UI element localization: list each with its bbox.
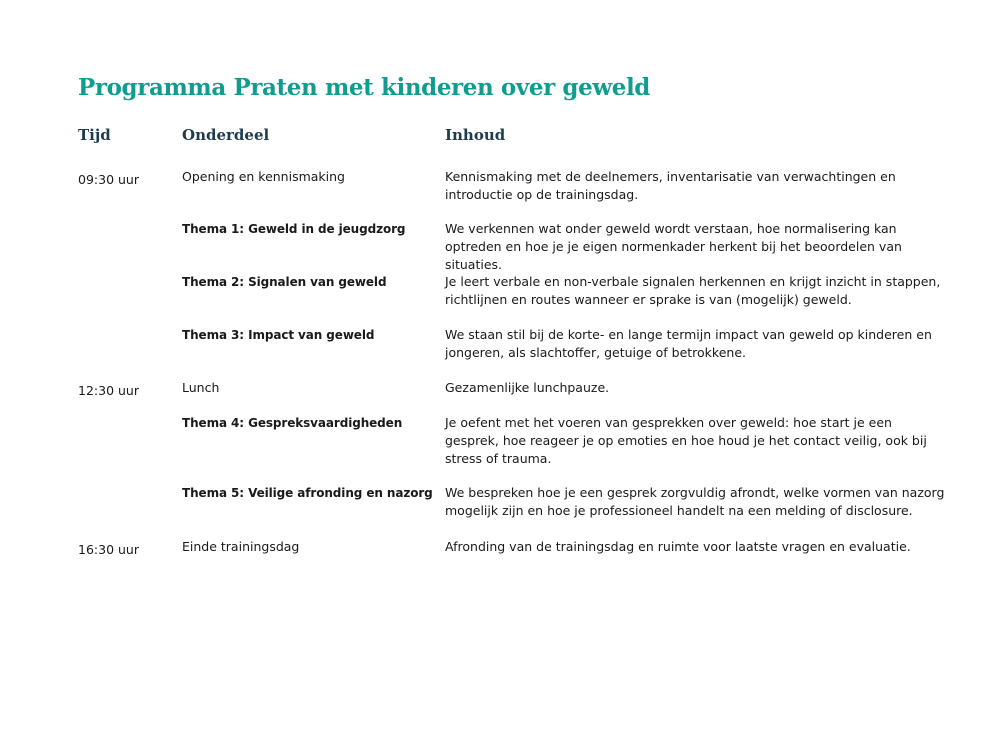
row-part: Thema 5: Veilige afronding en nazorg	[182, 486, 433, 500]
row-content: We staan stil bij de korte- en lange termijn impact van geweld op kinderen en jongeren, als slachtoffer, getuige of betrokkene.	[445, 327, 932, 360]
row-content: Je oefent met het voeren van gesprekken over geweld: hoe start je een gesprek, hoe reageer je op emoties en hoe houd je het contact veilig, ook bij stress of trauma.	[445, 415, 927, 466]
row-part: Opening en kennismaking	[182, 169, 345, 184]
page-title: Programma Praten met kinderen over geweld	[78, 74, 650, 101]
row-content: Gezamenlijke lunchpauze.	[445, 380, 610, 395]
column-header-content: Inhoud	[445, 126, 506, 144]
row-content: We bespreken hoe je een gesprek zorgvuldig afrondt, welke vormen van nazorg mogelijk zijn en hoe je professioneel handelt na een melding of disclosure.	[445, 485, 945, 518]
column-header-part: Onderdeel	[182, 126, 270, 144]
row-content: Je leert verbale en non-verbale signalen herkennen en krijgt inzicht in stappen, richtlijnen en routes wanneer er sprake is van (mogelijk) geweld.	[445, 274, 941, 307]
row-content: Kennismaking met de deelnemers, inventarisatie van verwachtingen en introductie op de trainingsdag.	[445, 169, 896, 202]
column-header-time: Tijd	[78, 126, 111, 144]
program-document	[78, 0, 948, 750]
row-time: 12:30 uur	[78, 383, 139, 398]
row-time: 09:30 uur	[78, 172, 139, 187]
row-part: Thema 4: Gespreksvaardigheden	[182, 416, 403, 430]
row-time: 16:30 uur	[78, 542, 139, 557]
row-content: We verkennen wat onder geweld wordt verstaan, hoe normalisering kan optreden en hoe je je eigen normenkader herkent bij het beoordelen van situaties.	[445, 221, 902, 272]
row-part: Thema 1: Geweld in de jeugdzorg	[182, 222, 406, 236]
row-part: Einde trainingsdag	[182, 539, 300, 554]
row-content: Afronding van de trainingsdag en ruimte voor laatste vragen en evaluatie.	[445, 539, 911, 554]
row-part: Thema 2: Signalen van geweld	[182, 275, 387, 289]
row-part: Lunch	[182, 380, 220, 395]
row-part: Thema 3: Impact van geweld	[182, 328, 375, 342]
